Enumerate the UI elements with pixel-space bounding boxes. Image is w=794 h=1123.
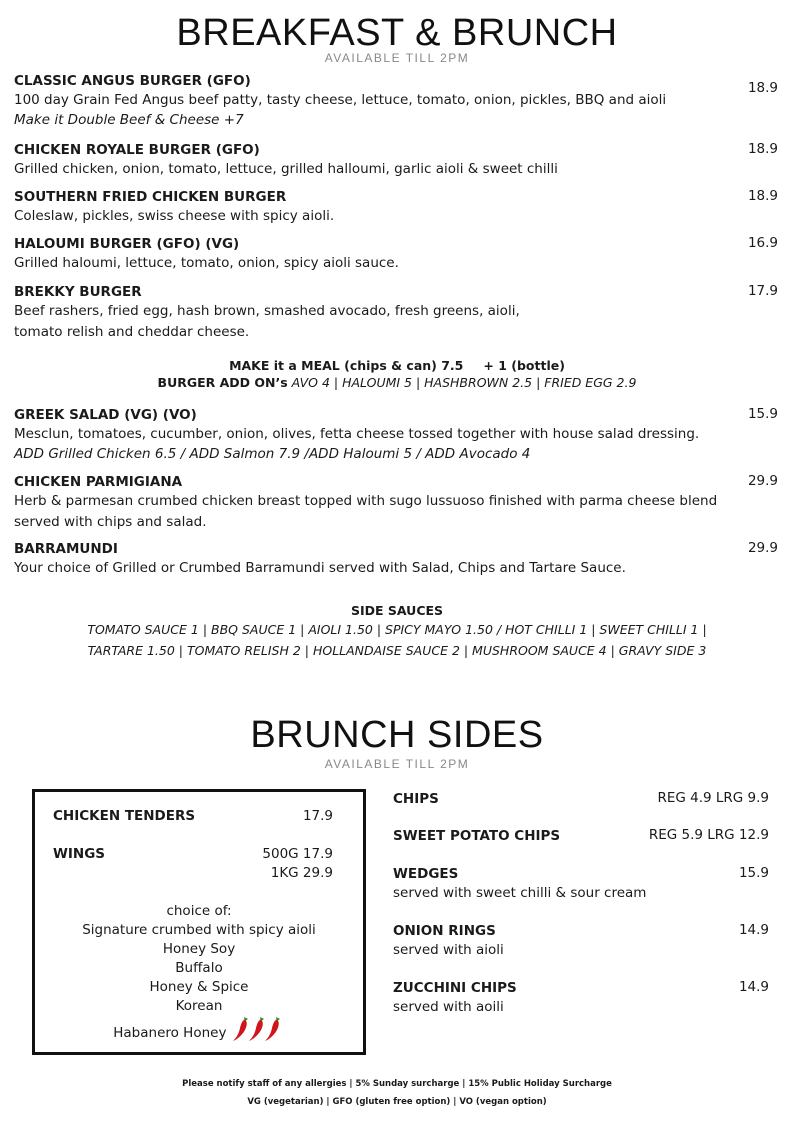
item-description: 100 day Grain Fed Angus beef patty, tasty cheese, lettuce, tomato, onion, pickles, BBQ and aioli (14, 92, 667, 108)
item-price: REG 5.9 LRG 12.9 (648, 827, 769, 843)
item-description: Your choice of Grilled or Crumbed Barramundi served with Salad, Chips and Tartare Sauce. (14, 560, 626, 576)
item-description: Beef rashers, fried egg, hash brown, smashed avocado, fresh greens, aioli, (14, 303, 520, 319)
side-item (393, 827, 769, 845)
footer-allergy-notice: Please notify staff of any allergies | 5% Sunday surcharge | 15% Public Holiday Surcharge (182, 1079, 612, 1089)
item-price: 18.9 (747, 80, 778, 96)
side-sauces-line-1: TOMATO SAUCE 1 | BBQ SAUCE 1 | AIOLI 1.50 | SPICY MAYO 1.50 / HOT CHILLI 1 | SWEET CHILLI 1 | (87, 622, 707, 637)
choice-item: Habanero Honey (113, 1025, 227, 1041)
item-name: GREEK SALAD (VG) (VO) (14, 407, 197, 423)
item-name: CHICKEN TENDERS (53, 808, 196, 824)
item-price: 14.9 (738, 922, 769, 938)
item-note: Make it Double Beef & Cheese +7 (14, 112, 244, 128)
item-name: HALOUMI BURGER (GFO) (VG) (14, 236, 240, 252)
side-item (393, 865, 769, 903)
menu-item (14, 188, 778, 226)
meal-bottle-text: + 1 (bottle) (483, 358, 565, 373)
choice-item: Signature crumbed with spicy aioli (82, 922, 316, 938)
item-description: served with aioli (393, 942, 504, 958)
item-description: Grilled haloumi, lettuce, tomato, onion, spicy aioli sauce. (14, 255, 399, 271)
item-description: served with sweet chilli & sour cream (393, 885, 647, 901)
menu-item (14, 235, 778, 273)
box-item-wings (53, 846, 333, 882)
menu-item (14, 141, 778, 179)
choice-item-habanero (32, 1016, 366, 1050)
item-price: 18.9 (747, 188, 778, 204)
choice-item: Honey & Spice (149, 979, 249, 995)
footer-legend: VG (vegetarian) | GFO (gluten free option) | VO (vegan option) (247, 1097, 547, 1107)
item-description: Mesclun, tomatoes, cucumber, onion, olives, fetta cheese tossed together with house salad dressing. (14, 426, 700, 442)
wing-flavour-choices (32, 902, 366, 1050)
choice-item: Korean (175, 998, 223, 1014)
side-item (393, 790, 769, 808)
breakfast-availability: AVAILABLE TILL 2PM (324, 51, 470, 65)
item-price: 14.9 (738, 979, 769, 995)
menu-item (14, 72, 778, 130)
item-name: CHICKEN PARMIGIANA (14, 474, 183, 490)
side-item (393, 979, 769, 1017)
item-price: 29.9 (747, 540, 778, 556)
choice-item: Honey Soy (162, 941, 236, 957)
chilli-pepper-icon (231, 1016, 285, 1050)
item-description: Grilled chicken, onion, tomato, lettuce, grilled halloumi, garlic aioli & sweet chilli (14, 161, 558, 177)
item-name: SOUTHERN FRIED CHICKEN BURGER (14, 189, 287, 205)
item-name: CHICKEN ROYALE BURGER (GFO) (14, 142, 260, 158)
addons-list: AVO 4 | HALOUMI 5 | HASHBROWN 2.5 | FRIED EGG 2.9 (291, 375, 637, 390)
item-price: 17.9 (747, 283, 778, 299)
side-sauces-line-2: TARTARE 1.50 | TOMATO RELISH 2 | HOLLANDAISE SAUCE 2 | MUSHROOM SAUCE 4 | GRAVY SIDE 3 (87, 643, 707, 658)
item-description-cont: tomato relish and cheddar cheese. (14, 324, 250, 340)
item-price: 15.9 (747, 406, 778, 422)
item-name: ONION RINGS (393, 923, 496, 939)
box-border-top (32, 789, 366, 792)
item-price: 18.9 (747, 141, 778, 157)
item-name: BARRAMUNDI (14, 541, 118, 557)
item-price: 16.9 (747, 235, 778, 251)
menu-item (14, 283, 778, 343)
item-name: ZUCCHINI CHIPS (393, 980, 517, 996)
item-price: REG 4.9 LRG 9.9 (657, 790, 769, 806)
breakfast-title: BREAKFAST & BRUNCH (176, 12, 618, 54)
item-price-1kg: 1KG 29.9 (270, 865, 333, 881)
item-price-500g: 500G 17.9 (262, 846, 333, 862)
item-description-cont: served with chips and salad. (14, 514, 207, 530)
choice-label: choice of: (166, 903, 232, 919)
item-description: Coleslaw, pickles, swiss cheese with spicy aioli. (14, 208, 335, 224)
item-name: SWEET POTATO CHIPS (393, 828, 561, 844)
item-price: 17.9 (302, 808, 333, 824)
item-price: 15.9 (738, 865, 769, 881)
item-name: WINGS (53, 846, 106, 862)
item-price: 29.9 (747, 473, 778, 489)
menu-item (14, 473, 778, 533)
choice-item: Buffalo (175, 960, 223, 976)
item-name: CLASSIC ANGUS BURGER (GFO) (14, 73, 251, 89)
item-name: BREKKY BURGER (14, 284, 142, 300)
item-note: ADD Grilled Chicken 6.5 / ADD Salmon 7.9 /ADD Haloumi 5 / ADD Avocado 4 (14, 446, 531, 462)
meal-upgrade-text: MAKE it a MEAL (chips & can) 7.5 (229, 358, 464, 373)
addons-label: BURGER ADD ON’s (157, 375, 288, 390)
menu-item (14, 406, 778, 464)
burger-addons-line (0, 373, 794, 392)
side-item (393, 922, 769, 960)
item-description: Herb & parmesan crumbed chicken breast topped with sugo lussuoso finished with parma cheese blend (14, 493, 718, 509)
brunch-sides-availability: AVAILABLE TILL 2PM (324, 757, 470, 771)
side-sauces-title: SIDE SAUCES (350, 603, 444, 618)
item-description: served with aoili (393, 999, 504, 1015)
box-item-tenders (53, 808, 333, 824)
box-border-bottom (32, 1052, 366, 1055)
menu-item (14, 540, 778, 578)
item-name: WEDGES (393, 866, 459, 882)
brunch-sides-title: BRUNCH SIDES (250, 714, 544, 756)
item-name: CHIPS (393, 791, 439, 807)
